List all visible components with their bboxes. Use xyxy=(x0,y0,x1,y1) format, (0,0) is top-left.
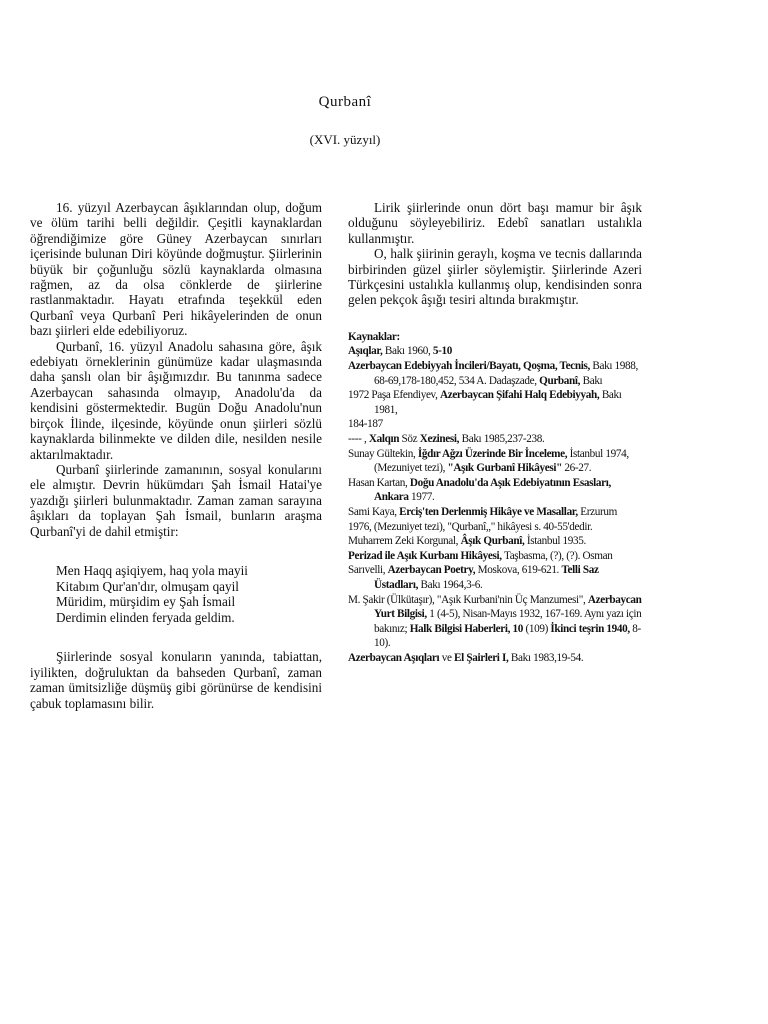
reference-text: ve xyxy=(439,651,455,664)
reference-text: Bakı xyxy=(580,374,603,387)
reference-entry xyxy=(348,651,642,666)
reference-text: Sunay Gültekin, xyxy=(348,447,418,460)
right-column xyxy=(348,200,642,666)
reference-text: (109) xyxy=(523,622,551,635)
right-text-flow xyxy=(348,200,642,308)
reference-text: Söz xyxy=(399,433,420,445)
reference-text: M. Şakir (Ülkütaşır), "Aşık Kurbani'nin Üç Manzumesi", xyxy=(348,593,588,606)
reference-bold-text: Aşıqlar, xyxy=(348,345,383,358)
body-paragraph: O, halk şiirinin geraylı, koşma ve tecnis dallarında birbirinden güzel şiirler söylemiştir. Şiirlerinde Azeri Türkçesini ustalıkla kullanmış olup, kendisinden sonra gelen pekçok âşığı tesiri altında bırakmıştır. xyxy=(348,246,642,308)
reference-bold-text: Âşık Qurbanî, xyxy=(460,535,525,548)
poem-quote xyxy=(56,563,322,625)
reference-entry xyxy=(348,344,642,359)
reference-text: Bakı 1985,237-238. xyxy=(459,433,545,445)
reference-bold-text: Halk Bilgisi Haberleri, 10 xyxy=(409,622,524,635)
body-paragraph-continued: Şiirlerinde sosyal konuların yanında, tabiattan, iyilikten, doğruluktan da bahseden Qurbanî, zaman zaman ümitsizliğe düşmüş gibi görünürse de kendisini çabuk toplamasını bilir. xyxy=(30,649,322,711)
reference-bold-text: Erciş'ten Derlenmiş Hikâye ve Masallar, xyxy=(399,505,578,518)
left-column xyxy=(30,200,322,711)
reference-bold-text: Xalqın xyxy=(368,433,400,445)
reference-text: Muharrem Zeki Korgunal, xyxy=(348,535,461,548)
reference-entry xyxy=(348,388,642,417)
poem-line: Müridim, mürşidim ey Şah İsmail xyxy=(56,594,236,610)
reference-text: Erzurum xyxy=(577,505,617,518)
reference-text: Sarıvelli, xyxy=(348,564,388,577)
reference-bold-text: İkinci teşrin 1940, xyxy=(550,622,630,635)
reference-text: İstanbul 1935. xyxy=(524,535,586,548)
reference-text: 184-187 xyxy=(348,418,383,431)
reference-text: Bakı 1981, xyxy=(374,389,622,416)
reference-bold-text: Azerbaycan Yurt Bilgisi, xyxy=(374,593,642,621)
reference-entry xyxy=(348,476,642,505)
reference-bold-text: Qurbanî, xyxy=(539,374,581,387)
reference-text: Moskova, 619-621. xyxy=(475,564,562,577)
reference-bold-text: 5-10 xyxy=(432,345,453,358)
reference-bold-text: Xezinesi, xyxy=(419,433,460,445)
page-subtitle: (XVI. yüzyıl) xyxy=(309,132,381,147)
body-paragraph: Qurbanî, 16. yüzyıl Anadolu sahasına göre, âşık edebiyatı örneklerinin günümüze kadar ulaşmasında daha şanslı olan bir âşığımızdır. Bu tanınma sadece Azerbaycan sahasında olmayıp, Anadolu'da da kendisini göstermektedir. Bugün Doğu Anadolu'nun birçok İlinde, ilçesinde, köyünde onun şiirleri sözlü kaynaklarda bilinmekte ve dilden dile, nesilden nesile aktarılmaktadır. xyxy=(30,338,322,462)
reference-entry xyxy=(348,447,642,476)
reference-text: 1972 Paşa Efendiyev, xyxy=(348,389,440,402)
reference-text: Bakı 1983,19-54. xyxy=(508,651,584,664)
references-heading: Kaynaklar: xyxy=(348,330,400,343)
reference-text: 8-10). xyxy=(374,622,641,650)
reference-text: 1977. xyxy=(408,491,435,504)
reference-text: Bakı 1960, xyxy=(382,345,433,358)
poem-line: Kitabım Qur'an'dır, olmuşam qayil xyxy=(56,578,239,594)
reference-bold-text: Azerbaycan Aşıqları xyxy=(348,651,440,664)
reference-text: 1976, (Mezuniyet tezi), "Qurbanî,," hikâyesi s. 40-55'dedir. xyxy=(348,520,593,533)
body-paragraph: Lirik şiirlerinde onun dört başı mamur bir âşık olduğunu söyleyebiliriz. Edebî sanatları ustalıkla kullanmıştır. xyxy=(348,200,642,246)
reference-bold-text: El Şairleri I, xyxy=(454,651,509,664)
reference-bold-text: İğdır Ağzı Üzerinde Bir İnceleme, xyxy=(417,447,568,460)
reference-bold-text: Azerbaycan Edebiyyah İncileri/Bayatı, Qoşma, Tecnis, xyxy=(348,360,590,373)
reference-entry xyxy=(348,534,642,549)
reference-bold-text: Doğu Anadolu'da Aşık Edebiyatının Esasları, Ankara xyxy=(374,476,611,504)
reference-bold-text: Azerbaycan Şifahi Halq Edebiyyah, xyxy=(439,389,600,402)
reference-entry xyxy=(348,432,642,447)
reference-text: İstanbul 1974, (Mezuniyet tezi), xyxy=(374,447,629,475)
body-paragraph: Qurbanî şiirlerinde zamanının, sosyal konularını ele almıştır. Devrin hükümdarı Şah İsmail Hatai'ye yazdığı şiirleri bulunmaktadır. Zaman zaman sarayına âşıkları da toplayan Şah İsmail, bunların araşma Qurbanî'yi de dahil etmiştir: xyxy=(30,461,322,539)
reference-entry xyxy=(348,549,642,564)
references-list xyxy=(348,344,642,665)
reference-text: Taşbasma, (?), (?). Osman xyxy=(501,549,613,562)
reference-entry xyxy=(348,505,642,520)
body-paragraph: 16. yüzyıl Azerbaycan âşıklarından olup, doğum ve ölüm tarihi belli değildir. Çeşitli kaynaklardan öğrendiğimize göre Güney Azerbaycan sınırları içerisinde bulunan Diri köyünde doğmuştur. Şiirlerinin büyük bir çoğunluğu sözlü kaynaklarda olmasına rağmen, az da olsa cönklerde de şiirlerine rastlanmaktadır. Hayatı etrafında teşekkül eden Qurbanî veya Qurbanî Peri hikâyelerinden de onun bazı şiirleri elde edebiliyoruz. xyxy=(30,200,322,339)
reference-text: Sami Kaya, xyxy=(348,505,400,518)
references-section xyxy=(348,330,642,666)
reference-text: Hasan Kartan, xyxy=(348,476,410,489)
reference-bold-text: Perizad ile Aşık Kurbanı Hikâyesi, xyxy=(348,549,502,562)
poem-line: Men Haqq aşiqiyem, haq yola mayii xyxy=(56,562,248,578)
reference-entry xyxy=(348,563,642,592)
reference-entry xyxy=(348,359,642,388)
poem-line: Derdimin elinden feryada geldim. xyxy=(56,609,235,625)
reference-entry xyxy=(348,520,642,535)
reference-text: 1 (4-5), Nisan-Mayıs 1932, 167-169. Aynı yazı için bakınız; xyxy=(374,608,642,635)
reference-entry xyxy=(348,593,642,651)
reference-text: ---- , xyxy=(348,433,369,445)
reference-text: 26-27. xyxy=(561,462,592,475)
reference-text: Bakı 1964,3-6. xyxy=(418,578,483,591)
reference-entry xyxy=(348,417,642,432)
reference-bold-text: Azerbaycan Poetry, xyxy=(387,564,476,577)
page-title: Qurbanî xyxy=(318,94,372,110)
reference-bold-text: "Aşık Gurbanî Hikâyesi" xyxy=(447,462,562,475)
reference-bold-text: Telli Saz Üstadları, xyxy=(374,564,599,591)
reference-text: Bakı 1988, 68-69,178-180,452, 534 A. Dadaşzade, xyxy=(374,360,638,387)
